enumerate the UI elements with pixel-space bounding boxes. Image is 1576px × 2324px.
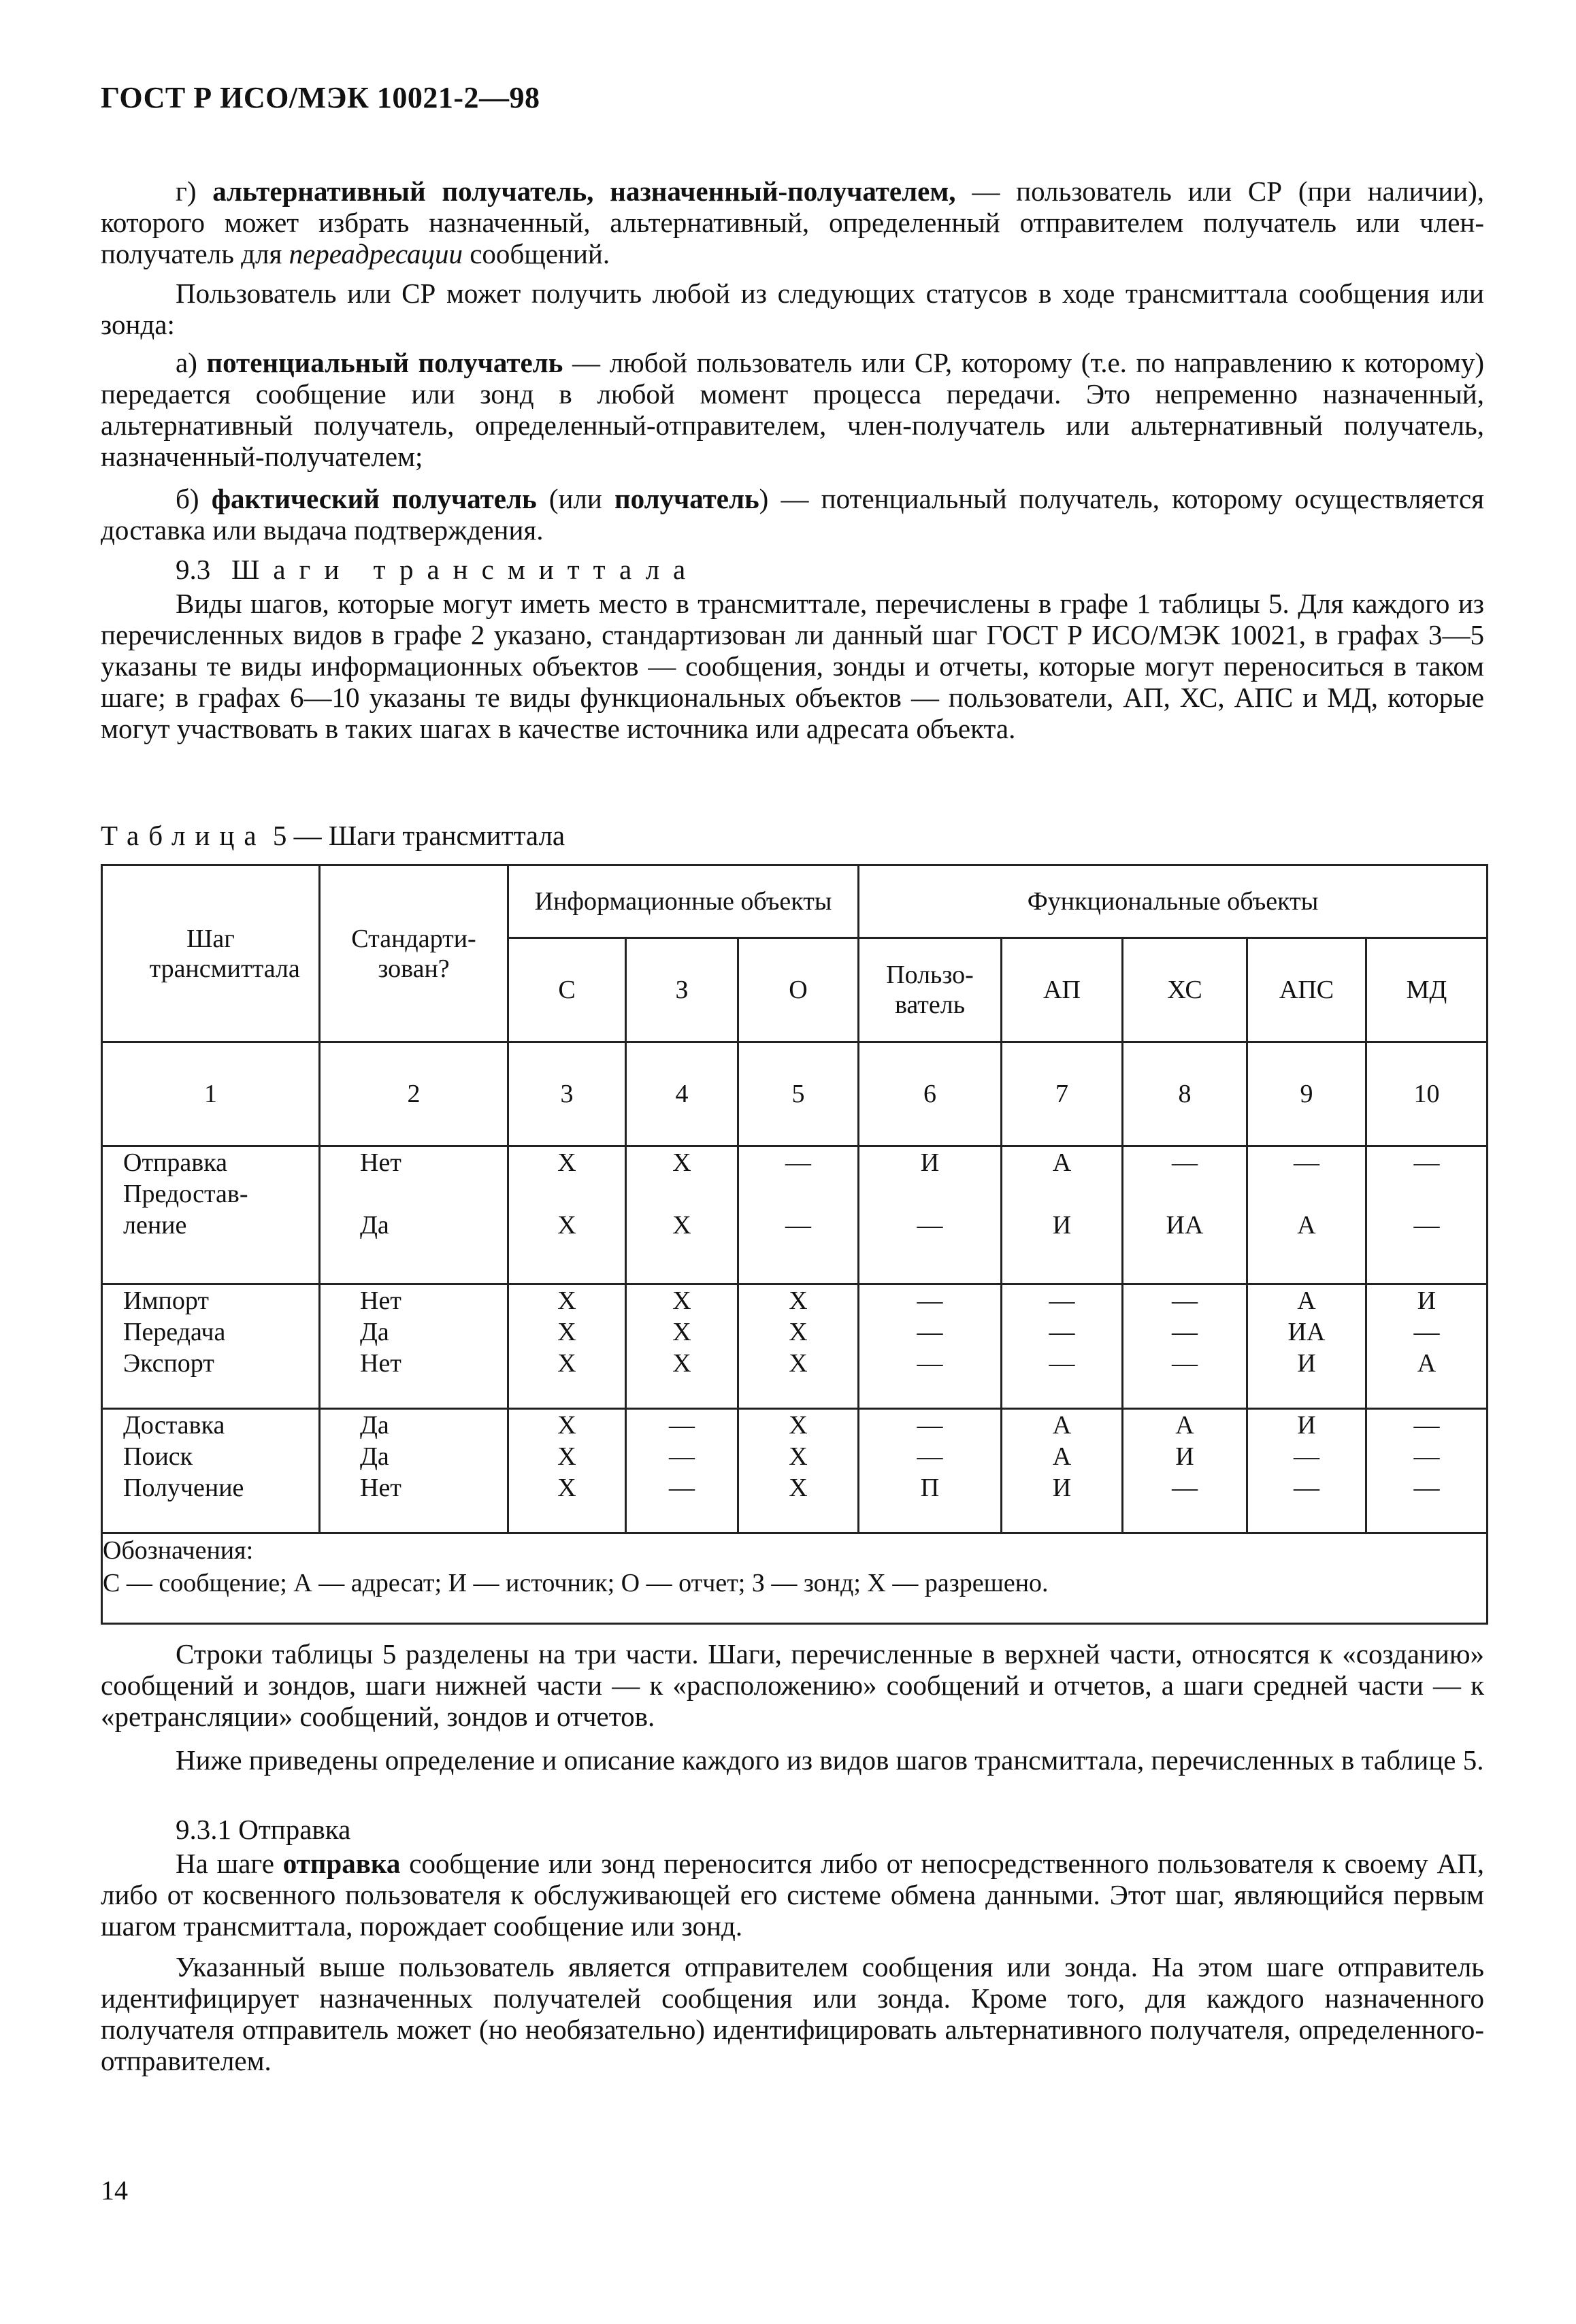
header-func-objects: Функциональные объекты xyxy=(859,865,1488,938)
table-notes xyxy=(102,1533,1488,1624)
table-5 xyxy=(101,864,1488,1625)
table-cell: Х Х xyxy=(508,1146,626,1284)
subheader-z: З xyxy=(626,938,738,1042)
table-cell: Х Х Х xyxy=(626,1284,738,1409)
table-cell: А ИА И xyxy=(1247,1284,1366,1409)
notes-title: Обозначения: xyxy=(103,1536,254,1565)
col-number: 7 xyxy=(1002,1042,1123,1146)
table-caption: Таблица 5 — Шаги трансмиттала xyxy=(101,820,565,851)
table-cell: Импорт Передача Экспорт xyxy=(102,1284,320,1409)
header-standardized: Стандарти-зован? xyxy=(320,865,508,1042)
table-cell: — — — xyxy=(1123,1284,1247,1409)
col-number: 4 xyxy=(626,1042,738,1146)
paragraph-steps: Виды шагов, которые могут иметь место в трансмиттале, перечислены в графе 1 таблицы 5. Для каждого из перечисленных видов в графе 2 указано, стандартизован ли данный шаг ГОСТ Р ИСО/МЭК 10021, в графах 3—5 указаны те виды информационных объектов — сообщения, зонды и отчеты, которые могут переноситься в таком шаге; в графах 6—10 указаны те виды функциональных объектов — пользователи, АП, ХС, АПС и МД, которые могут участвовать в таких шагах в качестве источника или адресата объекта. xyxy=(101,588,1484,744)
table-cell: — — — xyxy=(626,1409,738,1533)
term-send: отправка xyxy=(282,1848,401,1879)
subheader-c: С xyxy=(508,938,626,1042)
subheader-md: МД xyxy=(1366,938,1488,1042)
col-number: 8 xyxy=(1123,1042,1247,1146)
table-cell: Х Х Х xyxy=(508,1409,626,1533)
subheader-aps: АПС xyxy=(1247,938,1366,1042)
col-number: 1 xyxy=(102,1042,320,1146)
section-heading: 9.3 Шаги трансмиттала xyxy=(176,554,700,585)
table-cell: — — — xyxy=(859,1284,1002,1409)
table-cell: Х Х Х xyxy=(738,1284,859,1409)
document-header: ГОСТ Р ИСО/МЭК 10021-2—98 xyxy=(101,81,540,114)
col-number: 2 xyxy=(320,1042,508,1146)
col-number: 3 xyxy=(508,1042,626,1146)
table-cell: Доставка Поиск Получение xyxy=(102,1409,320,1533)
col-number: 6 xyxy=(859,1042,1002,1146)
term-actual-recipient: фактический получатель xyxy=(211,483,537,514)
subheader-o: О xyxy=(738,938,859,1042)
table-cell: Х Х Х xyxy=(508,1284,626,1409)
term-alt-recipient: альтернативный получатель, назначенный-получателем, xyxy=(212,176,956,207)
paragraph-g: г) альтернативный получатель, назначенный-получателем, — пользователь или СР (при наличии), которого может избрать назначенный, альтернативный, определенный отправителем получатель или член-получатель для переадресации сообщений. xyxy=(101,176,1484,269)
table-cell: Нет Да Нет xyxy=(320,1284,508,1409)
table-cell: Да Да Нет xyxy=(320,1409,508,1533)
table-cell: — — — xyxy=(1002,1284,1123,1409)
subheader-xc: ХС xyxy=(1123,938,1247,1042)
header-info-objects: Информационные объекты xyxy=(508,865,859,938)
table-cell: Х Х Х xyxy=(738,1409,859,1533)
table-cell: — — П xyxy=(859,1409,1002,1533)
header-step: Шаг трансмиттала xyxy=(102,865,320,1042)
table-row-group-relay xyxy=(102,1284,1488,1409)
table-cell: А И xyxy=(1002,1146,1123,1284)
paragraph-a: а) потенциальный получатель — любой пользователь или СР, которому (т.е. по направлению к которому) передается сообщение или зонд в любой момент процесса передачи. Это непременно назначенный, альтернативный получатель, определенный-отправителем, член-получатель или альтернативный получатель, назначенный-получателем; xyxy=(101,347,1484,472)
term-potential-recipient: потенциальный получатель xyxy=(206,347,563,378)
table-cell: — А xyxy=(1247,1146,1366,1284)
section-title: Шаги трансмиттала xyxy=(231,554,700,585)
subheader-user: Пользо-ватель xyxy=(859,938,1002,1042)
table-cell: — — xyxy=(738,1146,859,1284)
table-cell: А А И xyxy=(1002,1409,1123,1533)
paragraph-status: Пользователь или СР может получить любой из следующих статусов в ходе трансмиттала сообщения или зонда: xyxy=(101,278,1484,340)
col-number: 9 xyxy=(1247,1042,1366,1146)
table-cell: Нет Да xyxy=(320,1146,508,1284)
notes-text: С — сообщение; А — адресат; И — источник; О — отчет; З — зонд; Х — разрешено. xyxy=(103,1569,1049,1597)
term-redirection: переадресации xyxy=(289,238,463,269)
table-cell: И — xyxy=(859,1146,1002,1284)
col-number: 5 xyxy=(738,1042,859,1146)
table-cell: — — xyxy=(1366,1146,1488,1284)
table-cell: Отправка Предостав- ление xyxy=(102,1146,320,1284)
paragraph-sender: Указанный выше пользователь является отправителем сообщения или зонда. На этом шаге отправитель идентифицирует назначенных получателей сообщения или зонда. Кроме того, для каждого назначенного получателя отправитель может (но необязательно) идентифицировать альтернативного получателя, определенного-отправителем. xyxy=(101,1951,1484,2076)
subheader-ap: АП xyxy=(1002,938,1123,1042)
table-cell: Х Х xyxy=(626,1146,738,1284)
table-row-group-disposition xyxy=(102,1409,1488,1533)
table-cell: А И — xyxy=(1123,1409,1247,1533)
paragraph-b: б) фактический получатель (или получатель) — потенциальный получатель, которому осуществляется доставка или выдача подтверждения. xyxy=(101,483,1485,546)
paragraph-send: На шаге отправка сообщение или зонд переносится либо от непосредственного пользователя к своему АП, либо от косвенного пользователя к обслуживающей его системе обмена данными. Этот шаг, являющийся первым шагом трансмиттала, порождает сообщение или зонд. xyxy=(101,1848,1484,1942)
col-number: 10 xyxy=(1366,1042,1488,1146)
table-row-group-creation xyxy=(102,1146,1488,1284)
paragraph-below: Ниже приведены определение и описание каждого из видов шагов трансмиттала, перечисленных в таблице 5. xyxy=(176,1744,1484,1776)
term-recipient: получатель xyxy=(614,483,759,514)
table-cell: — — — xyxy=(1366,1409,1488,1533)
paragraph-rows: Строки таблицы 5 разделены на три части. Шаги, перечисленные в верхней части, относятся к «созданию» сообщений и зондов, шаги нижней части — к «расположению» сообщений и отчетов, а шаги средней части — к «ретрансляции» сообщений, зондов и отчетов. xyxy=(101,1638,1484,1732)
table-cell: — ИА xyxy=(1123,1146,1247,1284)
table-cell: И — — xyxy=(1247,1409,1366,1533)
table-cell: И — А xyxy=(1366,1284,1488,1409)
subsection-heading: 9.3.1 Отправка xyxy=(176,1814,351,1845)
page-number: 14 xyxy=(101,2175,128,2206)
